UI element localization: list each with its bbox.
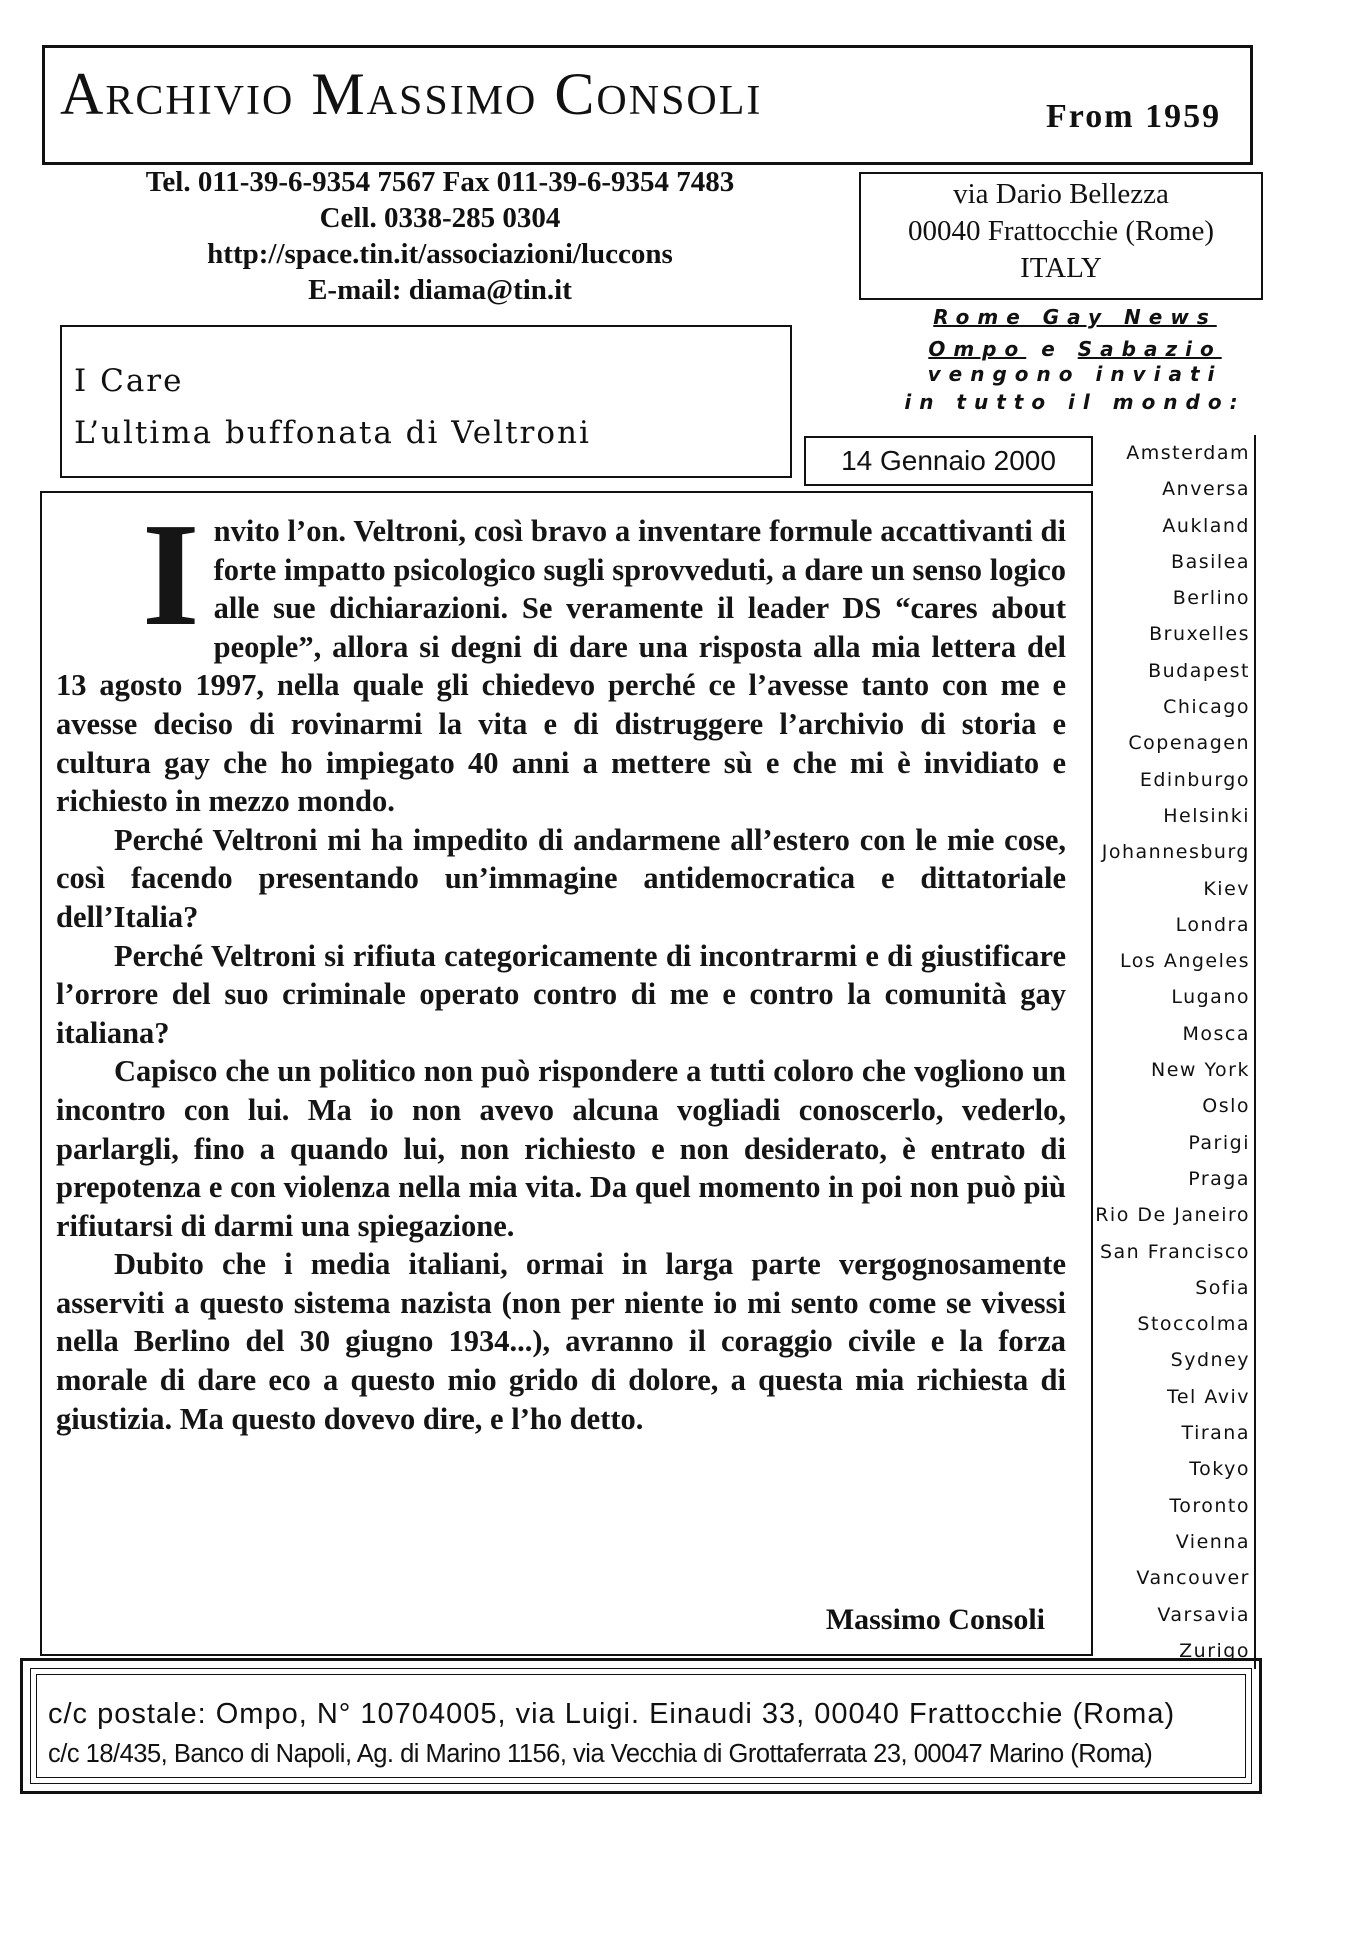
masthead-tagline: From 1959 xyxy=(1046,98,1222,135)
newsletter-conj: e xyxy=(1041,337,1063,361)
article-paragraph-5: Dubito che i media italiani, ormai in larga parte vergognosamente asserviti a questo sistema nazista (non per niente io mi sento come se vivessi nella Berlino del 30 giugno 1934...), avranno il coraggio civile e la forza morale di dare eco a questo mio grido di dolore, a questa mia richiesta di giustizia. Ma questo dovevo dire, e l’ho detto. xyxy=(56,1247,1066,1436)
city-item: Vienna xyxy=(1175,1530,1250,1553)
newsletter-note-line2 xyxy=(890,337,1260,361)
newsletter-note-line4: in tutto il mondo: xyxy=(904,390,1246,414)
city-item: Tirana xyxy=(1181,1422,1250,1445)
city-item: Amsterdam xyxy=(1126,442,1250,464)
city-item: Copenagen xyxy=(1128,732,1250,755)
city-item: New York xyxy=(1150,1059,1250,1082)
address-line2: 00040 Frattocchie (Rome) xyxy=(907,215,1215,247)
article-signature: Massimo Consoli xyxy=(825,1603,1045,1636)
city-item: Berlino xyxy=(1172,587,1250,610)
contact-website: http://space.tin.it/associazioni/luccons xyxy=(207,238,673,270)
city-item: Johannesburg xyxy=(1101,841,1250,864)
masthead-title: Archivio Massimo Consoli xyxy=(60,61,763,127)
address-box xyxy=(859,172,1263,300)
city-item: Mosca xyxy=(1182,1022,1250,1045)
city-item: Sofia xyxy=(1195,1276,1250,1299)
city-item: Oslo xyxy=(1202,1095,1250,1118)
article-body xyxy=(56,493,1066,1438)
article-paragraph-2: Perché Veltroni mi ha impedito di andarmene all’estero con le mie cose, così facendo presentando un’immagine antidemocratica e dittatoriale dell’Italia? xyxy=(56,822,1066,934)
city-item: Sydney xyxy=(1170,1349,1250,1372)
city-item: Varsavia xyxy=(1157,1603,1250,1626)
city-item: Chicago xyxy=(1163,696,1250,719)
article-paragraph-4: Capisco che un politico non può rispondere a tutti coloro che vogliono un incontro con lui. Ma io non avevo alcuna vogliadi conoscerlo, vederlo, parlargli, fino a quando lui, non richiesto e non desiderato, è entrato di prepotenza e con violenza nella mia vita. Da quel momento in poi non può più rifiutarsi di darmi una spiegazione. xyxy=(56,1054,1066,1243)
city-item: Tokyo xyxy=(1189,1458,1250,1481)
headline-line1: I Care xyxy=(74,363,184,399)
article-dropcap: I xyxy=(142,493,200,657)
city-item: Los Angeles xyxy=(1120,950,1250,973)
city-item: Vancouver xyxy=(1136,1567,1250,1590)
city-item: Edinburgo xyxy=(1139,768,1250,791)
city-item: Stoccolma xyxy=(1137,1313,1250,1336)
footer-bank-account: c/c 18/435, Banco di Napoli, Ag. di Marino 1156, via Vecchia di Grottaferrata 23, 00047 Marino (Roma) xyxy=(48,1740,1153,1768)
address-line3: ITALY xyxy=(1020,252,1102,284)
contact-cell: Cell. 0338-285 0304 xyxy=(319,202,561,234)
headline-line2: L’ultima buffonata di Veltroni xyxy=(74,415,591,451)
newsletter-note-line1 xyxy=(890,305,1260,329)
city-item: Kiev xyxy=(1203,877,1250,900)
contact-phone-fax: Tel. 011-39-6-9354 7567 Fax 011-39-6-9354 7483 xyxy=(145,166,735,198)
newsletter-pub3: Sabazio xyxy=(1077,337,1222,361)
city-item: Helsinki xyxy=(1163,804,1250,827)
article-paragraph-1: nvito l’on. Veltroni, così bravo a inventare formule accattivanti di forte impatto psicologico sugli sprovveduti, a dare un senso logico alle sue dichiarazioni. Se veramente il leader DS “cares about people”, allora si degni di dare una risposta alla mia lettera del 13 agosto 1997, nella quale gli chiedevo perché ce l’avesse tanto con me e avesse deciso di rovinarmi la vita e di distruggere l’archivio di storia e cultura gay che ho impiegato 40 anni a mettere sù e che mi è invidiato e richiesto in mezzo mondo. xyxy=(56,514,1066,819)
city-item: Parigi xyxy=(1188,1131,1250,1154)
city-item: Bruxelles xyxy=(1149,623,1250,646)
city-item: Anversa xyxy=(1162,478,1250,501)
city-item: Tel Aviv xyxy=(1166,1385,1250,1408)
footer-postal-account: c/c postale: Ompo, N° 10704005, via Luigi. Einaudi 33, 00040 Frattocchie (Roma) xyxy=(48,1698,1176,1730)
newsletter-note-line3: vengono inviati xyxy=(927,362,1223,386)
city-item: Praga xyxy=(1188,1167,1250,1190)
address-line1: via Dario Bellezza xyxy=(953,178,1169,210)
city-item: Zurigo xyxy=(1179,1639,1250,1662)
newsletter-pub1: Rome Gay News xyxy=(933,305,1217,329)
city-item: Basilea xyxy=(1171,550,1250,573)
city-item: Aukland xyxy=(1162,514,1250,537)
city-item: San Francisco xyxy=(1099,1240,1250,1263)
contact-email: E-mail: diama@tin.it xyxy=(308,274,572,306)
city-item: Rio De Janeiro xyxy=(1095,1204,1250,1227)
headline-box xyxy=(60,325,792,478)
date-box: 14 Gennaio 2000 xyxy=(804,436,1093,486)
city-list xyxy=(1080,435,1256,1669)
article-paragraph-3: Perché Veltroni si rifiuta categoricamente di incontrarmi e di giustificare l’orrore del suo criminale operato contro di me e contro la comunità gay italiana? xyxy=(56,938,1066,1050)
city-item: Toronto xyxy=(1169,1494,1250,1517)
newsletter-pub2: Ompo xyxy=(928,337,1027,361)
city-item: Lugano xyxy=(1171,986,1250,1009)
city-item: Budapest xyxy=(1148,659,1250,682)
city-item: Londra xyxy=(1175,913,1250,936)
